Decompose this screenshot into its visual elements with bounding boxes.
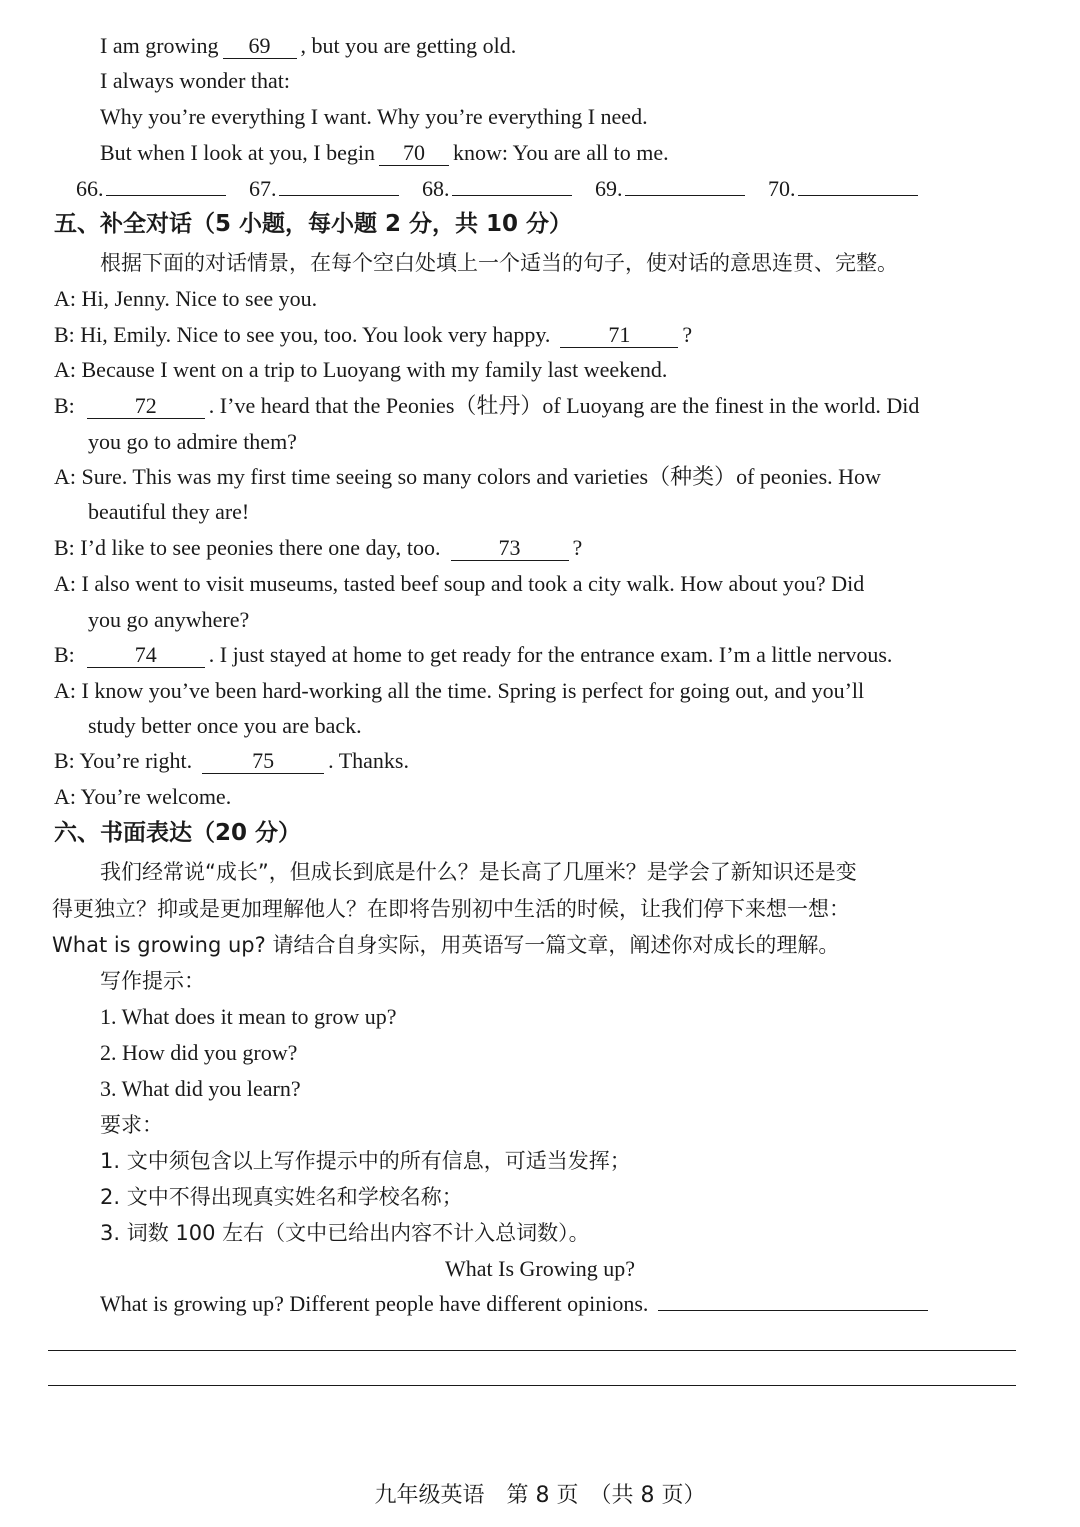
blank-71: 71	[560, 323, 678, 348]
dialogue-line-2: B: Hi, Emily. Nice to see you, too. You look very happy. 71 ?	[54, 322, 693, 347]
section-6-paragraph-1: 我们经常说“成长”，但成长到底是什么？是长高了几厘米？是学会了新知识还是变	[100, 860, 857, 884]
blank-72: 72	[87, 394, 205, 419]
essay-title: What Is Growing up?	[444, 1256, 635, 1281]
writing-tip-3: 3. What did you learn?	[100, 1076, 301, 1101]
writing-line-2[interactable]	[48, 1385, 1016, 1386]
poem-line-4: But when I look at you, I begin 70 know: You are all to me.	[100, 140, 669, 165]
blank-73: 73	[451, 536, 569, 561]
section-5-heading: 五、补全对话（5 小题，每小题 2 分，共 10 分）	[54, 211, 573, 237]
requirement-3: 3. 词数 100 左右（文中已给出内容不计入总词数）。	[100, 1221, 590, 1245]
dialogue-line-5b: beautiful they are!	[88, 499, 250, 524]
dialogue-line-8: B: 74 . I just stayed at home to get ready for the entrance exam. I’m a little nervous.	[54, 642, 893, 667]
section-5-instruction: 根据下面的对话情景，在每个空白处填上一个适当的句子，使对话的意思连贯、完整。	[100, 251, 898, 275]
dialogue-line-10: B: You’re right. 75 . Thanks.	[54, 748, 409, 773]
section-6-paragraph-2: 得更独立？抑或是更加理解他人？在即将告别初中生活的时候，让我们停下来想一想：	[52, 897, 850, 921]
dialogue-line-7: A: I also went to visit museums, tasted beef soup and took a city walk. How about you? Did	[54, 571, 865, 596]
requirements-title: 要求：	[100, 1113, 163, 1137]
answer-line-69[interactable]	[625, 195, 745, 196]
essay-first-line[interactable]	[658, 1310, 928, 1311]
dialogue-line-3: A: Because I went on a trip to Luoyang with my family last weekend.	[54, 357, 668, 382]
writing-tip-2: 2. How did you grow?	[100, 1040, 298, 1065]
dialogue-line-9b: study better once you are back.	[88, 713, 362, 738]
blank-74: 74	[87, 643, 205, 668]
blank-70: 70	[379, 141, 449, 166]
dialogue-line-1: A: Hi, Jenny. Nice to see you.	[54, 286, 318, 311]
writing-tip-1: 1. What does it mean to grow up?	[100, 1004, 397, 1029]
answer-lines: 66. 67. 68. 69. 70.	[76, 174, 918, 204]
requirement-2: 2. 文中不得出现真实姓名和学校名称；	[100, 1185, 463, 1209]
requirement-1: 1. 文中须包含以上写作提示中的所有信息，可适当发挥；	[100, 1149, 631, 1173]
answer-line-70[interactable]	[798, 195, 918, 196]
answer-line-67[interactable]	[279, 195, 399, 196]
writing-tips-title: 写作提示：	[100, 969, 205, 993]
poem-line-1: I am growing 69 , but you are getting old.	[100, 33, 517, 58]
dialogue-line-6: B: I’d like to see peonies there one day, too. 73 ?	[54, 535, 583, 560]
poem-line-3: Why you’re everything I want. Why you’re everything I need.	[100, 104, 648, 129]
dialogue-line-5: A: Sure. This was my first time seeing so many colors and varieties（种类）of peonies. How	[54, 464, 881, 489]
poem-line-2: I always wonder that:	[100, 68, 290, 93]
dialogue-line-4b: you go to admire them?	[88, 429, 297, 454]
blank-75: 75	[202, 749, 324, 774]
dialogue-line-7b: you go anywhere?	[88, 607, 250, 632]
section-6-heading: 六、书面表达（20 分）	[54, 820, 302, 846]
essay-start: What is growing up? Different people have different opinions.	[100, 1289, 932, 1319]
writing-line-1[interactable]	[48, 1350, 1016, 1351]
answer-line-66[interactable]	[106, 195, 226, 196]
dialogue-line-11: A: You’re welcome.	[54, 784, 232, 809]
section-6-paragraph-3: What is growing up? 请结合自身实际，用英语写一篇文章，阐述你对成长的理解。	[52, 933, 840, 957]
page-footer: 九年级英语 第 8 页 （共 8 页）	[374, 1483, 706, 1508]
dialogue-line-4: B: 72 . I’ve heard that the Peonies（牡丹）of Luoyang are the finest in the world. Did	[54, 393, 920, 418]
answer-line-68[interactable]	[452, 195, 572, 196]
dialogue-line-9: A: I know you’ve been hard-working all the time. Spring is perfect for going out, and you’ll	[54, 678, 865, 703]
blank-69: 69	[223, 34, 297, 59]
